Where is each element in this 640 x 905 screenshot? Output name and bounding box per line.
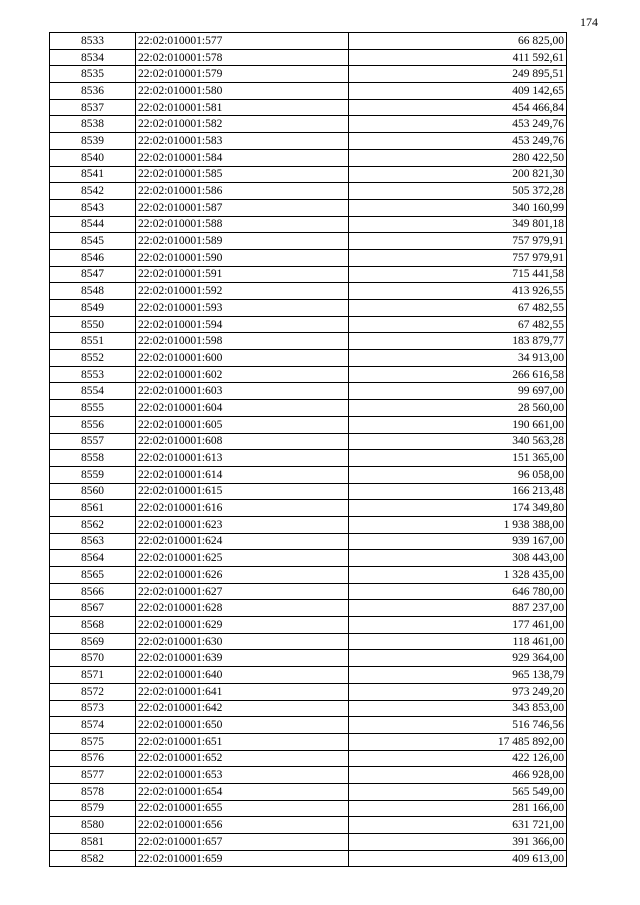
table-row xyxy=(50,533,567,550)
table-row xyxy=(50,99,567,116)
cadastral-number-cell: 22:02:010001:651 xyxy=(136,733,349,750)
row-number-cell: 8556 xyxy=(50,416,136,433)
table-row xyxy=(50,516,567,533)
row-number-cell: 8578 xyxy=(50,783,136,800)
cadastral-number-cell: 22:02:010001:640 xyxy=(136,667,349,684)
cadastral-value-cell: 409 613,00 xyxy=(349,850,567,867)
table-row xyxy=(50,400,567,417)
row-number-cell: 8551 xyxy=(50,333,136,350)
row-number-cell: 8572 xyxy=(50,683,136,700)
cadastral-number-cell: 22:02:010001:626 xyxy=(136,567,349,584)
cadastral-number-cell: 22:02:010001:654 xyxy=(136,783,349,800)
cadastral-value-cell: 411 592,61 xyxy=(349,49,567,66)
cadastral-value-cell: 151 365,00 xyxy=(349,450,567,467)
row-number-cell: 8554 xyxy=(50,383,136,400)
cadastral-number-cell: 22:02:010001:614 xyxy=(136,466,349,483)
cadastral-value-cell: 340 563,28 xyxy=(349,433,567,450)
cadastral-value-cell: 343 853,00 xyxy=(349,700,567,717)
row-number-cell: 8568 xyxy=(50,617,136,634)
cadastral-number-cell: 22:02:010001:603 xyxy=(136,383,349,400)
table-row xyxy=(50,483,567,500)
cadastral-value-cell: 413 926,55 xyxy=(349,283,567,300)
cadastral-number-cell: 22:02:010001:604 xyxy=(136,400,349,417)
row-number-cell: 8535 xyxy=(50,66,136,83)
cadastral-number-cell: 22:02:010001:592 xyxy=(136,283,349,300)
table-row xyxy=(50,700,567,717)
cadastral-number-cell: 22:02:010001:594 xyxy=(136,316,349,333)
cadastral-number-cell: 22:02:010001:616 xyxy=(136,500,349,517)
cadastral-number-cell: 22:02:010001:652 xyxy=(136,750,349,767)
table-row xyxy=(50,333,567,350)
cadastral-number-cell: 22:02:010001:630 xyxy=(136,633,349,650)
table-row xyxy=(50,266,567,283)
cadastral-value-cell: 422 126,00 xyxy=(349,750,567,767)
table-row xyxy=(50,617,567,634)
table-row xyxy=(50,133,567,150)
cadastral-number-cell: 22:02:010001:605 xyxy=(136,416,349,433)
table-row xyxy=(50,834,567,851)
table-row xyxy=(50,767,567,784)
row-number-cell: 8547 xyxy=(50,266,136,283)
cadastral-value-cell: 646 780,00 xyxy=(349,583,567,600)
table-row xyxy=(50,300,567,317)
table-row xyxy=(50,183,567,200)
row-number-cell: 8537 xyxy=(50,99,136,116)
row-number-cell: 8543 xyxy=(50,199,136,216)
cadastral-number-cell: 22:02:010001:608 xyxy=(136,433,349,450)
cadastral-value-cell: 118 461,00 xyxy=(349,633,567,650)
cadastral-value-cell: 565 549,00 xyxy=(349,783,567,800)
row-number-cell: 8581 xyxy=(50,834,136,851)
cadastral-number-cell: 22:02:010001:615 xyxy=(136,483,349,500)
row-number-cell: 8561 xyxy=(50,500,136,517)
cadastral-value-cell: 965 138,79 xyxy=(349,667,567,684)
cadastral-number-cell: 22:02:010001:583 xyxy=(136,133,349,150)
row-number-cell: 8560 xyxy=(50,483,136,500)
cadastral-number-cell: 22:02:010001:650 xyxy=(136,717,349,734)
cadastral-value-cell: 200 821,30 xyxy=(349,166,567,183)
table-row xyxy=(50,283,567,300)
cadastral-value-cell: 409 142,65 xyxy=(349,83,567,100)
cadastral-value-cell: 887 237,00 xyxy=(349,600,567,617)
table-row xyxy=(50,116,567,133)
cadastral-number-cell: 22:02:010001:591 xyxy=(136,266,349,283)
cadastral-number-cell: 22:02:010001:577 xyxy=(136,33,349,50)
row-number-cell: 8574 xyxy=(50,717,136,734)
cadastral-value-cell: 757 979,91 xyxy=(349,233,567,250)
cadastral-value-cell: 266 616,58 xyxy=(349,366,567,383)
table-row xyxy=(50,783,567,800)
cadastral-number-cell: 22:02:010001:598 xyxy=(136,333,349,350)
row-number-cell: 8570 xyxy=(50,650,136,667)
table-row xyxy=(50,500,567,517)
cadastral-number-cell: 22:02:010001:613 xyxy=(136,450,349,467)
row-number-cell: 8544 xyxy=(50,216,136,233)
row-number-cell: 8540 xyxy=(50,149,136,166)
cadastral-value-cell: 454 466,84 xyxy=(349,99,567,116)
table-row xyxy=(50,633,567,650)
row-number-cell: 8534 xyxy=(50,49,136,66)
row-number-cell: 8575 xyxy=(50,733,136,750)
table-row xyxy=(50,350,567,367)
table-row xyxy=(50,466,567,483)
table-row xyxy=(50,83,567,100)
table-row xyxy=(50,49,567,66)
cadastral-number-cell: 22:02:010001:641 xyxy=(136,683,349,700)
table-row xyxy=(50,550,567,567)
cadastral-value-cell: 99 697,00 xyxy=(349,383,567,400)
cadastral-number-cell: 22:02:010001:602 xyxy=(136,366,349,383)
row-number-cell: 8580 xyxy=(50,817,136,834)
cadastral-number-cell: 22:02:010001:659 xyxy=(136,850,349,867)
cadastral-value-cell: 1 938 388,00 xyxy=(349,516,567,533)
row-number-cell: 8566 xyxy=(50,583,136,600)
row-number-cell: 8582 xyxy=(50,850,136,867)
cadastral-number-cell: 22:02:010001:639 xyxy=(136,650,349,667)
page-number: 174 xyxy=(580,15,598,29)
row-number-cell: 8536 xyxy=(50,83,136,100)
row-number-cell: 8565 xyxy=(50,567,136,584)
cadastral-number-cell: 22:02:010001:579 xyxy=(136,66,349,83)
row-number-cell: 8563 xyxy=(50,533,136,550)
row-number-cell: 8573 xyxy=(50,700,136,717)
cadastral-number-cell: 22:02:010001:624 xyxy=(136,533,349,550)
table-row xyxy=(50,733,567,750)
cadastral-value-cell: 929 364,00 xyxy=(349,650,567,667)
cadastral-value-cell: 505 372,28 xyxy=(349,183,567,200)
table-row xyxy=(50,233,567,250)
cadastral-number-cell: 22:02:010001:581 xyxy=(136,99,349,116)
table-row xyxy=(50,216,567,233)
cadastral-value-cell: 34 913,00 xyxy=(349,350,567,367)
cadastral-value-cell: 757 979,91 xyxy=(349,249,567,266)
cadastral-value-cell: 28 560,00 xyxy=(349,400,567,417)
row-number-cell: 8577 xyxy=(50,767,136,784)
cadastral-number-cell: 22:02:010001:589 xyxy=(136,233,349,250)
table-row xyxy=(50,33,567,50)
cadastral-number-cell: 22:02:010001:590 xyxy=(136,249,349,266)
cadastral-value-cell: 183 879,77 xyxy=(349,333,567,350)
cadastral-number-cell: 22:02:010001:623 xyxy=(136,516,349,533)
cadastral-value-cell: 96 058,00 xyxy=(349,466,567,483)
cadastral-value-cell: 453 249,76 xyxy=(349,116,567,133)
table-row xyxy=(50,750,567,767)
row-number-cell: 8552 xyxy=(50,350,136,367)
cadastral-value-cell: 340 160,99 xyxy=(349,199,567,216)
row-number-cell: 8564 xyxy=(50,550,136,567)
table-row xyxy=(50,800,567,817)
cadastral-value-cell: 67 482,55 xyxy=(349,316,567,333)
table-row xyxy=(50,383,567,400)
cadastral-value-cell: 466 928,00 xyxy=(349,767,567,784)
cadastral-value-cell: 453 249,76 xyxy=(349,133,567,150)
row-number-cell: 8562 xyxy=(50,516,136,533)
table-row xyxy=(50,416,567,433)
cadastral-number-cell: 22:02:010001:657 xyxy=(136,834,349,851)
cadastral-number-cell: 22:02:010001:653 xyxy=(136,767,349,784)
row-number-cell: 8567 xyxy=(50,600,136,617)
cadastral-value-cell: 631 721,00 xyxy=(349,817,567,834)
row-number-cell: 8545 xyxy=(50,233,136,250)
table-row xyxy=(50,66,567,83)
cadastral-value-table xyxy=(49,32,567,867)
row-number-cell: 8555 xyxy=(50,400,136,417)
cadastral-value-cell: 190 661,00 xyxy=(349,416,567,433)
table-row xyxy=(50,567,567,584)
cadastral-number-cell: 22:02:010001:656 xyxy=(136,817,349,834)
row-number-cell: 8579 xyxy=(50,800,136,817)
cadastral-value-cell: 1 328 435,00 xyxy=(349,567,567,584)
row-number-cell: 8538 xyxy=(50,116,136,133)
cadastral-value-cell: 973 249,20 xyxy=(349,683,567,700)
cadastral-value-cell: 174 349,80 xyxy=(349,500,567,517)
cadastral-value-cell: 516 746,56 xyxy=(349,717,567,734)
table-row xyxy=(50,249,567,266)
cadastral-number-cell: 22:02:010001:587 xyxy=(136,199,349,216)
cadastral-number-cell: 22:02:010001:585 xyxy=(136,166,349,183)
cadastral-value-cell: 349 801,18 xyxy=(349,216,567,233)
cadastral-number-cell: 22:02:010001:586 xyxy=(136,183,349,200)
table-row xyxy=(50,166,567,183)
cadastral-value-cell: 280 422,50 xyxy=(349,149,567,166)
row-number-cell: 8533 xyxy=(50,33,136,50)
row-number-cell: 8569 xyxy=(50,633,136,650)
table-row xyxy=(50,583,567,600)
cadastral-value-cell: 715 441,58 xyxy=(349,266,567,283)
row-number-cell: 8550 xyxy=(50,316,136,333)
row-number-cell: 8557 xyxy=(50,433,136,450)
table-row xyxy=(50,683,567,700)
table-row xyxy=(50,450,567,467)
table-row xyxy=(50,817,567,834)
cadastral-number-cell: 22:02:010001:629 xyxy=(136,617,349,634)
cadastral-number-cell: 22:02:010001:582 xyxy=(136,116,349,133)
row-number-cell: 8549 xyxy=(50,300,136,317)
table-row xyxy=(50,850,567,867)
cadastral-value-cell: 939 167,00 xyxy=(349,533,567,550)
cadastral-value-cell: 17 485 892,00 xyxy=(349,733,567,750)
cadastral-number-cell: 22:02:010001:642 xyxy=(136,700,349,717)
table-row xyxy=(50,433,567,450)
cadastral-number-cell: 22:02:010001:625 xyxy=(136,550,349,567)
row-number-cell: 8559 xyxy=(50,466,136,483)
cadastral-value-cell: 66 825,00 xyxy=(349,33,567,50)
cadastral-number-cell: 22:02:010001:584 xyxy=(136,149,349,166)
table-row xyxy=(50,650,567,667)
table-row xyxy=(50,667,567,684)
row-number-cell: 8548 xyxy=(50,283,136,300)
table-row xyxy=(50,316,567,333)
cadastral-number-cell: 22:02:010001:655 xyxy=(136,800,349,817)
cadastral-number-cell: 22:02:010001:580 xyxy=(136,83,349,100)
row-number-cell: 8546 xyxy=(50,249,136,266)
table-row xyxy=(50,199,567,216)
cadastral-number-cell: 22:02:010001:628 xyxy=(136,600,349,617)
cadastral-value-cell: 166 213,48 xyxy=(349,483,567,500)
table-row xyxy=(50,600,567,617)
row-number-cell: 8539 xyxy=(50,133,136,150)
row-number-cell: 8553 xyxy=(50,366,136,383)
cadastral-number-cell: 22:02:010001:593 xyxy=(136,300,349,317)
table-row xyxy=(50,149,567,166)
cadastral-value-cell: 281 166,00 xyxy=(349,800,567,817)
cadastral-value-cell: 249 895,51 xyxy=(349,66,567,83)
row-number-cell: 8571 xyxy=(50,667,136,684)
cadastral-number-cell: 22:02:010001:588 xyxy=(136,216,349,233)
cadastral-number-cell: 22:02:010001:600 xyxy=(136,350,349,367)
cadastral-value-cell: 391 366,00 xyxy=(349,834,567,851)
cadastral-number-cell: 22:02:010001:578 xyxy=(136,49,349,66)
row-number-cell: 8558 xyxy=(50,450,136,467)
cadastral-number-cell: 22:02:010001:627 xyxy=(136,583,349,600)
row-number-cell: 8542 xyxy=(50,183,136,200)
table-body xyxy=(50,33,567,867)
table-row xyxy=(50,366,567,383)
cadastral-value-cell: 308 443,00 xyxy=(349,550,567,567)
cadastral-value-cell: 177 461,00 xyxy=(349,617,567,634)
cadastral-value-cell: 67 482,55 xyxy=(349,300,567,317)
row-number-cell: 8576 xyxy=(50,750,136,767)
table-row xyxy=(50,717,567,734)
row-number-cell: 8541 xyxy=(50,166,136,183)
